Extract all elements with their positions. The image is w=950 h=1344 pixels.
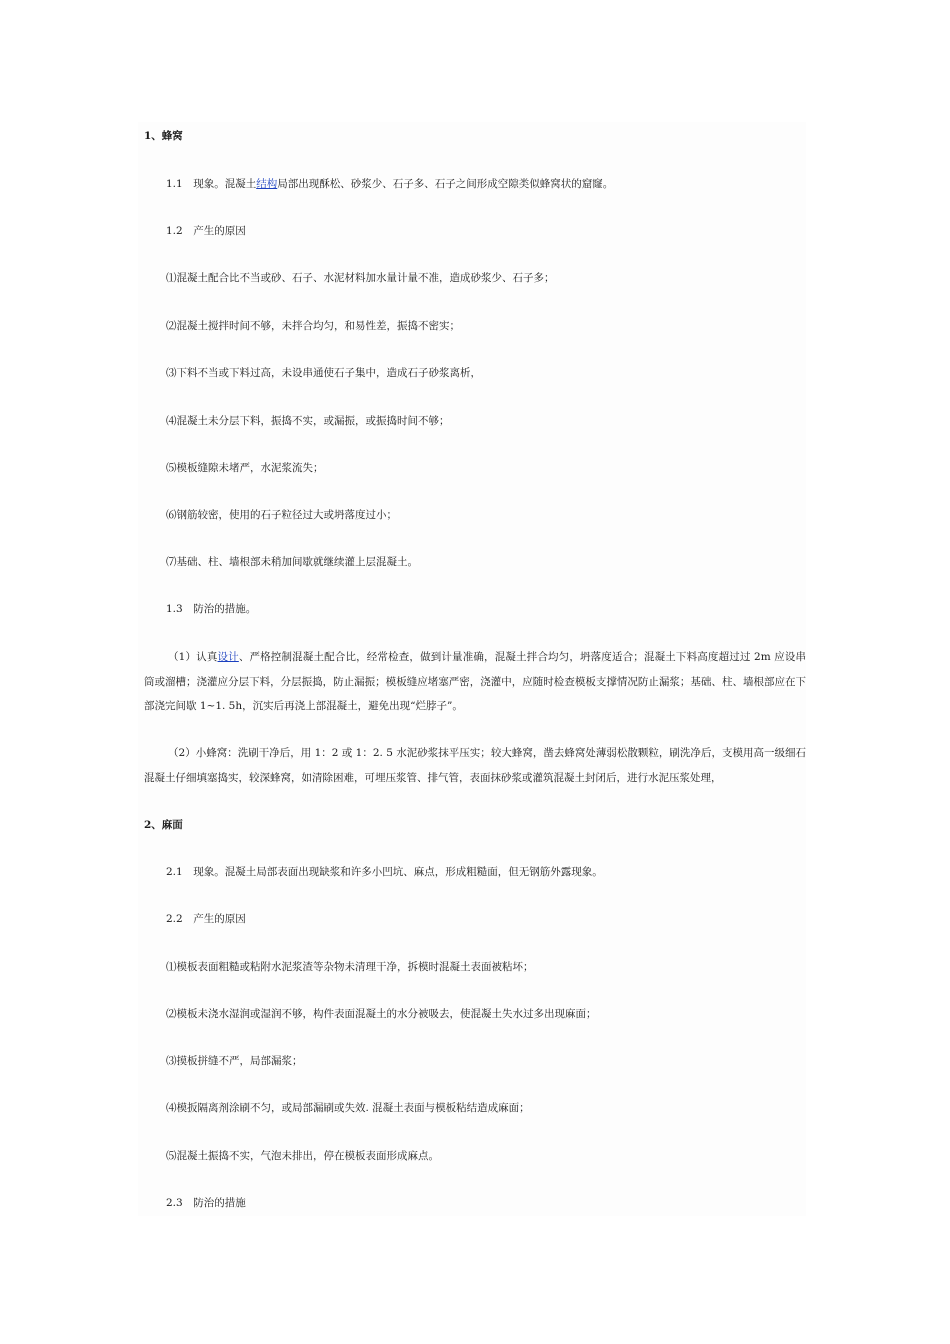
section2-cause-1: ⑴模板表面粗糙或粘附水泥浆渣等杂物未清理干净，拆模时混凝土表面被粘坏； [166,961,534,973]
section2-cause-4: ⑷模扳隔离剂涂刷不匀，或局部漏刷或失效. 混凝土表面与模板粘结造成麻面； [166,1102,530,1114]
section2-heading: 2、麻面 [144,819,183,831]
section1-measure-2: （2）小蜂窝：洗刷干净后，用 1：2 或 1：2. 5 水泥砂浆抹平压实；较大蜂窝，凿去蜂窝处薄弱松散颗粒，刷洗净后，支模用高一级细石混凝土仔细填塞捣实，较深蜂窝，如清除困难，可埋压浆管、排气管，表面抹砂浆或灌筑混凝土封闭后，进行水泥压浆处理， [144,747,806,784]
section1-1-text-pre: 1.1 现象。混凝土 [166,178,257,190]
section2-cause-2: ⑵模板未浇水湿润或湿润不够，构件表面混凝土的水分被吸去，使混凝土失水过多出现麻面； [166,1008,597,1020]
link-design[interactable]: 设计 [217,651,239,663]
section1-heading: 1、蜂窝 [144,130,183,142]
section2-cause-5: ⑸混凝土振捣不实，气泡未排出，停在模板表面形成麻点。 [166,1150,439,1162]
section1-cause-4: ⑷混凝土未分层下料，振捣不实，或漏振，或振捣时间不够； [166,415,450,427]
section2-cause-3: ⑶摸板拼缝不严，局部漏浆； [166,1055,303,1067]
link-structure[interactable]: 结构 [256,178,278,190]
section1-cause-1: ⑴混凝土配合比不当或砂、石子、水泥材料加水量计量不准，造成砂浆少、石子多； [166,272,555,284]
section1-2-heading: 1.2 产生的原因 [166,225,246,237]
section1-cause-2: ⑵混凝土搅拌时间不够，未拌合均匀，和易性差，振捣不密实； [166,320,460,332]
section1-3-heading: 1.3 防治的措施。 [166,603,257,615]
section1-cause-7: ⑺基础、柱、墙根部未稍加间歇就继续灌上层混凝土。 [166,556,418,568]
measure-1-text-post: 、严格控制混凝土配合比，经常检查，做到计量准确，混凝土拌合均匀，坍落度适合；混凝土下料高度超过过 2m 应设串筒或溜槽；浇灌应分层下料，分层振捣，防止漏振；模板缝应堵塞严密，浇灌中，应随时检查模板支撑情况防止漏浆；基础、柱、墙根部应在下部浇完间歇 1~1. 5h，沉实后再浇上部混凝土，避免出现“烂脖子”。 [144,651,807,712]
measure-1-text-pre: （1）认真 [168,651,218,663]
section1-1-phenomenon [166,172,806,196]
section2-3-heading: 2.3 防治的措施 [166,1197,246,1209]
section2-1-phenomenon: 2.1 现象。混凝土局部表面出现缺浆和许多小凹坑、麻点，形成粗糙面，但无钢筋外露现象。 [166,866,603,878]
section1-1-text-post: 局部出现酥松、砂浆少、石子多、石子之间形成空隙类似蜂窝状的窟窿。 [277,178,614,190]
section1-cause-3: ⑶下料不当或下料过高，未设串通使石子集中，造成石子砂浆离析， [166,367,481,379]
section1-cause-5: ⑸模板缝隙未堵严，水泥浆流失； [166,462,324,474]
document-page [138,122,806,1216]
section1-cause-6: ⑹钢筋较密，使用的石子粒径过大或坍落度过小； [166,509,397,521]
section2-2-heading: 2.2 产生的原因 [166,913,246,925]
section1-measure-1 [144,645,806,719]
